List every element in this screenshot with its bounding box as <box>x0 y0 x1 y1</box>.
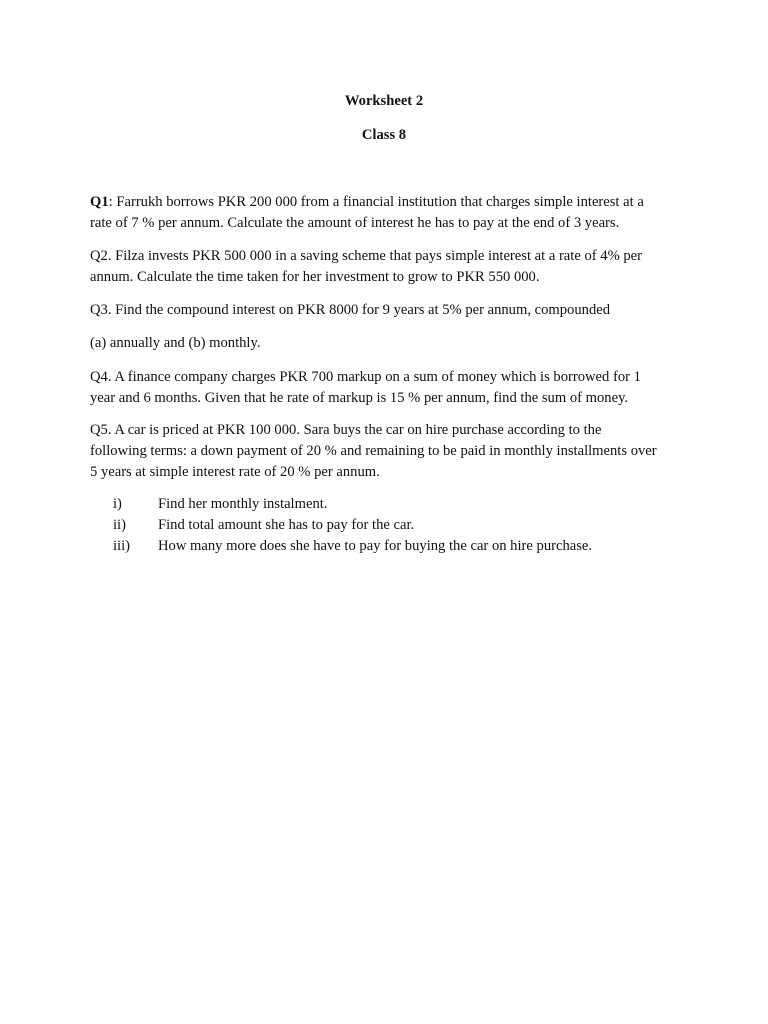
subpart-text: Find her monthly instalment. <box>158 496 328 512</box>
question-5-subparts <box>113 494 673 557</box>
question-5-line-1: Q5. A car is priced at PKR 100 000. Sara buys the car on hire purchase according to the <box>90 422 602 438</box>
question-5 <box>90 420 690 483</box>
list-item <box>113 515 673 536</box>
question-1-line-2: rate of 7 % per annum. Calculate the amount of interest he has to pay at the end of 3 years. <box>90 215 620 231</box>
list-item <box>113 536 673 557</box>
question-2 <box>90 246 690 288</box>
question-4 <box>90 367 690 409</box>
subpart-number: i) <box>113 496 122 512</box>
subpart-number: ii) <box>113 517 126 533</box>
question-1-line-1 <box>90 192 690 213</box>
question-1 <box>90 192 690 234</box>
question-5-line-2: following terms: a down payment of 20 % and remaining to be paid in monthly installments over <box>90 443 657 459</box>
question-4-line-1: Q4. A finance company charges PKR 700 markup on a sum of money which is borrowed for 1 <box>90 369 641 385</box>
subpart-text: How many more does she have to pay for buying the car on hire purchase. <box>158 538 593 554</box>
question-3-parts <box>90 333 690 354</box>
question-1-text-1: : Farrukh borrows PKR 200 000 from a financial institution that charges simple interest at a <box>108 194 644 210</box>
question-3 <box>90 300 690 321</box>
question-3-line-1: Q3. Find the compound interest on PKR 8000 for 9 years at 5% per annum, compounded <box>90 302 611 318</box>
question-1-label: Q1 <box>90 194 109 210</box>
subpart-number: iii) <box>113 538 131 554</box>
question-2-line-2: annum. Calculate the time taken for her investment to grow to PKR 550 000. <box>90 269 540 285</box>
question-4-line-2: year and 6 months. Given that he rate of markup is 15 % per annum, find the sum of money. <box>90 390 629 406</box>
class-label: Class 8 <box>361 127 407 143</box>
subpart-text: Find total amount she has to pay for the car. <box>158 517 415 533</box>
worksheet-title: Worksheet 2 <box>344 93 424 109</box>
list-item <box>113 494 673 515</box>
question-5-line-3: 5 years at simple interest rate of 20 % per annum. <box>90 464 380 480</box>
question-3-line-2: (a) annually and (b) monthly. <box>90 335 261 351</box>
question-2-line-1: Q2. Filza invests PKR 500 000 in a saving scheme that pays simple interest at a rate of 4% per <box>90 248 643 264</box>
